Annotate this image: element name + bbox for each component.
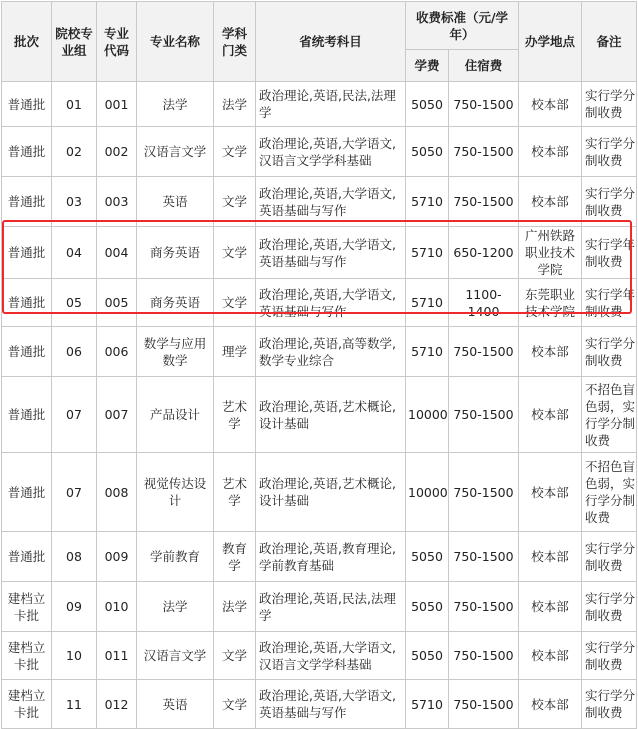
- row-category: 教育学: [214, 532, 256, 582]
- row-subjects: 政治理论,英语,大学语文,汉语言文学学科基础: [256, 127, 406, 177]
- row-group: 08: [52, 532, 97, 582]
- row-code: 004: [97, 227, 137, 279]
- row-name: 汉语言文学: [137, 127, 214, 177]
- row-code: 012: [97, 680, 137, 729]
- row-remarks: 实行学分制收费: [582, 632, 637, 680]
- row-tuition: 5710: [406, 177, 449, 227]
- table-row: [2, 532, 637, 582]
- row-name: 商务英语: [137, 279, 214, 327]
- major-fee-table: [1, 1, 637, 729]
- row-lodging: 750-1500: [449, 632, 519, 680]
- row-tuition: 5050: [406, 632, 449, 680]
- row-category: 法学: [214, 82, 256, 127]
- row-tuition: 10000: [406, 377, 449, 453]
- row-lodging: 750-1500: [449, 82, 519, 127]
- row-lodging: 750-1500: [449, 127, 519, 177]
- row-tuition: 5050: [406, 127, 449, 177]
- row-remarks: 实行学年制收费: [582, 227, 637, 279]
- row-remarks: 不招色盲色弱，实行学分制收费: [582, 453, 637, 532]
- row-lodging: 1100-1400: [449, 279, 519, 327]
- row-subjects: 政治理论,英语,大学语文,英语基础与写作: [256, 680, 406, 729]
- table-row: [2, 82, 637, 127]
- header-tuition: 学费: [406, 50, 449, 82]
- row-lodging: 750-1500: [449, 680, 519, 729]
- row-name: 商务英语: [137, 227, 214, 279]
- table-header: [2, 2, 637, 82]
- row-category: 文学: [214, 177, 256, 227]
- table-row: [2, 453, 637, 532]
- row-name: 英语: [137, 680, 214, 729]
- row-group: 06: [52, 327, 97, 377]
- row-group: 03: [52, 177, 97, 227]
- row-remarks: 不招色盲色弱，实行学分制收费: [582, 377, 637, 453]
- header-code: 专业代码: [97, 2, 137, 82]
- row-remarks: 实行学分制收费: [582, 680, 637, 729]
- header-subjects: 省统考科目: [256, 2, 406, 82]
- row-location: 校本部: [519, 127, 582, 177]
- row-subjects: 政治理论,英语,大学语文,汉语言文学学科基础: [256, 632, 406, 680]
- table-row: [2, 377, 637, 453]
- row-batch: 普通批: [2, 127, 52, 177]
- header-name: 专业名称: [137, 2, 214, 82]
- table-row: [2, 680, 637, 729]
- row-batch: 普通批: [2, 177, 52, 227]
- row-remarks: 实行学分制收费: [582, 582, 637, 632]
- row-category: 文学: [214, 680, 256, 729]
- header-category: 学科门类: [214, 2, 256, 82]
- row-category: 理学: [214, 327, 256, 377]
- row-subjects: 政治理论,英语,大学语文,英语基础与写作: [256, 227, 406, 279]
- row-tuition: 5710: [406, 227, 449, 279]
- row-code: 007: [97, 377, 137, 453]
- row-remarks: 实行学分制收费: [582, 82, 637, 127]
- table-row: [2, 177, 637, 227]
- row-tuition: 5710: [406, 279, 449, 327]
- row-lodging: 750-1500: [449, 532, 519, 582]
- row-location: 校本部: [519, 377, 582, 453]
- row-subjects: 政治理论,英语,民法,法理学: [256, 82, 406, 127]
- row-remarks: 实行学分制收费: [582, 177, 637, 227]
- row-code: 005: [97, 279, 137, 327]
- row-group: 09: [52, 582, 97, 632]
- row-tuition: 5050: [406, 532, 449, 582]
- table-row: [2, 127, 637, 177]
- row-location: 校本部: [519, 327, 582, 377]
- row-lodging: 750-1500: [449, 327, 519, 377]
- row-location: 校本部: [519, 453, 582, 532]
- table-row: [2, 582, 637, 632]
- row-name: 英语: [137, 177, 214, 227]
- header-fee-standard: 收费标准（元/学年）: [406, 2, 519, 50]
- row-remarks: 实行学分制收费: [582, 532, 637, 582]
- header-lodging: 住宿费: [449, 50, 519, 82]
- row-subjects: 政治理论,英语,高等数学,数学专业综合: [256, 327, 406, 377]
- table-row: [2, 227, 637, 279]
- row-code: 008: [97, 453, 137, 532]
- row-subjects: 政治理论,英语,大学语文,英语基础与写作: [256, 177, 406, 227]
- row-remarks: 实行学年制收费: [582, 279, 637, 327]
- row-code: 003: [97, 177, 137, 227]
- row-name: 法学: [137, 582, 214, 632]
- row-category: 文学: [214, 227, 256, 279]
- row-name: 产品设计: [137, 377, 214, 453]
- row-code: 002: [97, 127, 137, 177]
- row-batch: 建档立卡批: [2, 680, 52, 729]
- row-batch: 建档立卡批: [2, 582, 52, 632]
- row-code: 001: [97, 82, 137, 127]
- row-lodging: 750-1500: [449, 582, 519, 632]
- header-location: 办学地点: [519, 2, 582, 82]
- row-group: 01: [52, 82, 97, 127]
- row-category: 文学: [214, 279, 256, 327]
- row-lodging: 650-1200: [449, 227, 519, 279]
- row-group: 07: [52, 377, 97, 453]
- table-row: [2, 632, 637, 680]
- row-code: 011: [97, 632, 137, 680]
- row-tuition: 5050: [406, 582, 449, 632]
- row-code: 010: [97, 582, 137, 632]
- row-group: 10: [52, 632, 97, 680]
- row-group: 04: [52, 227, 97, 279]
- row-tuition: 10000: [406, 453, 449, 532]
- row-batch: 普通批: [2, 227, 52, 279]
- header-group: 院校专业组: [52, 2, 97, 82]
- row-location: 校本部: [519, 680, 582, 729]
- row-location: 校本部: [519, 532, 582, 582]
- row-code: 009: [97, 532, 137, 582]
- table-row: [2, 327, 637, 377]
- row-group: 11: [52, 680, 97, 729]
- row-category: 艺术学: [214, 453, 256, 532]
- row-category: 文学: [214, 127, 256, 177]
- row-tuition: 5050: [406, 82, 449, 127]
- row-subjects: 政治理论,英语,教育理论,学前教育基础: [256, 532, 406, 582]
- row-batch: 建档立卡批: [2, 632, 52, 680]
- row-group: 05: [52, 279, 97, 327]
- row-location: 校本部: [519, 582, 582, 632]
- row-lodging: 750-1500: [449, 377, 519, 453]
- header-remarks: 备注: [582, 2, 637, 82]
- row-tuition: 5710: [406, 327, 449, 377]
- row-location: 校本部: [519, 177, 582, 227]
- row-batch: 普通批: [2, 532, 52, 582]
- row-tuition: 5710: [406, 680, 449, 729]
- row-subjects: 政治理论,英语,艺术概论,设计基础: [256, 377, 406, 453]
- row-name: 学前教育: [137, 532, 214, 582]
- row-batch: 普通批: [2, 82, 52, 127]
- header-batch: 批次: [2, 2, 52, 82]
- row-location: 校本部: [519, 82, 582, 127]
- row-subjects: 政治理论,英语,大学语文,英语基础与写作: [256, 279, 406, 327]
- row-subjects: 政治理论,英语,民法,法理学: [256, 582, 406, 632]
- row-batch: 普通批: [2, 377, 52, 453]
- row-location: 广州铁路职业技术学院: [519, 227, 582, 279]
- table-body: [2, 82, 637, 729]
- row-subjects: 政治理论,英语,艺术概论,设计基础: [256, 453, 406, 532]
- row-remarks: 实行学分制收费: [582, 327, 637, 377]
- row-code: 006: [97, 327, 137, 377]
- row-name: 法学: [137, 82, 214, 127]
- row-remarks: 实行学分制收费: [582, 127, 637, 177]
- row-group: 02: [52, 127, 97, 177]
- row-lodging: 750-1500: [449, 453, 519, 532]
- row-category: 文学: [214, 632, 256, 680]
- row-category: 法学: [214, 582, 256, 632]
- row-name: 汉语言文学: [137, 632, 214, 680]
- row-batch: 普通批: [2, 279, 52, 327]
- row-batch: 普通批: [2, 453, 52, 532]
- row-group: 07: [52, 453, 97, 532]
- row-lodging: 750-1500: [449, 177, 519, 227]
- row-name: 视觉传达设计: [137, 453, 214, 532]
- row-name: 数学与应用数学: [137, 327, 214, 377]
- table-row: [2, 279, 637, 327]
- row-location: 东莞职业技术学院: [519, 279, 582, 327]
- row-location: 校本部: [519, 632, 582, 680]
- row-category: 艺术学: [214, 377, 256, 453]
- row-batch: 普通批: [2, 327, 52, 377]
